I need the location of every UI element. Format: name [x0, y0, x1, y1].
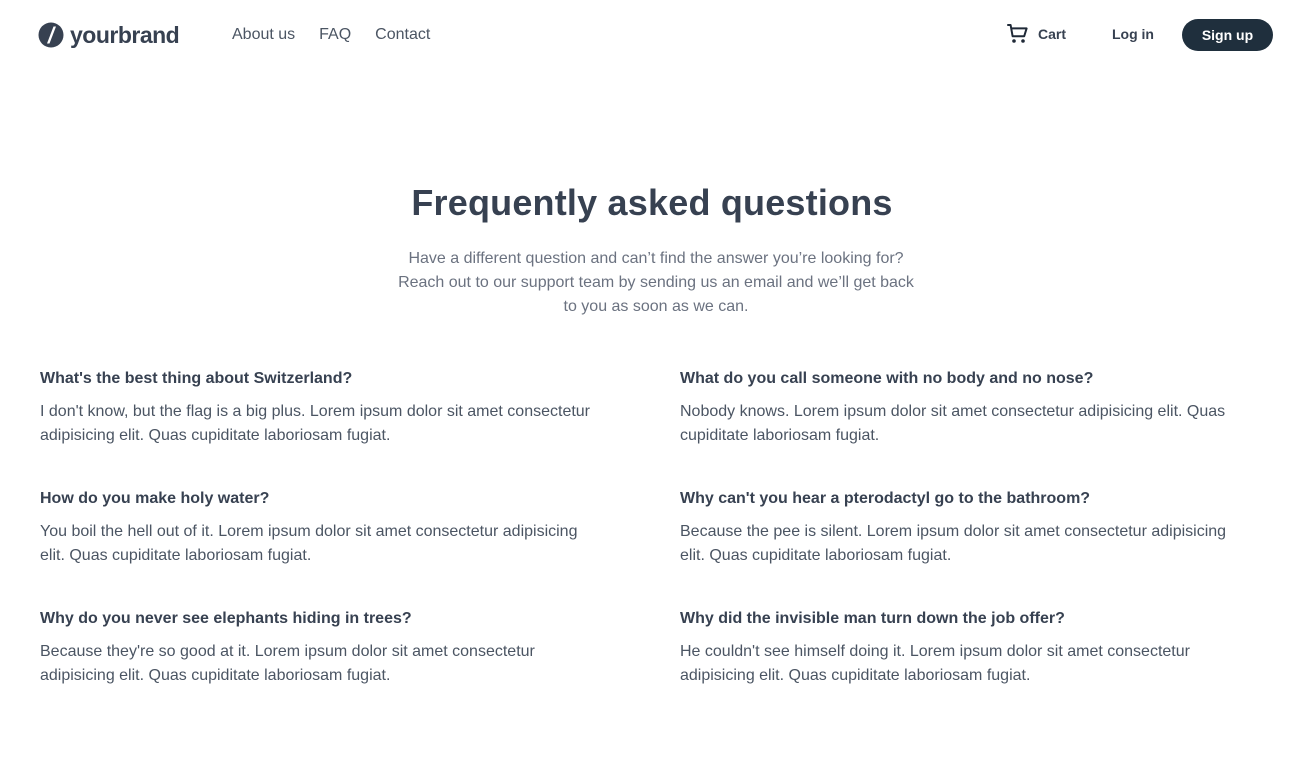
faq-answer: Because they're so good at it. Lorem ipsum dolor sit amet consectetur adipisicing elit. Quas cupiditate laboriosam fugiat. — [40, 643, 535, 684]
faq-question: What do you call someone with no body and no nose? — [680, 370, 1094, 387]
page-subtitle: Have a different question and can’t find the answer you’re looking for? Reach out to our support team by sending us an email and we’ll get back to you as soon as we can. — [398, 250, 914, 315]
page-title: Frequently asked questions — [411, 182, 893, 223]
nav-link-contact[interactable]: Contact — [375, 26, 431, 43]
faq-answer: Nobody knows. Lorem ipsum dolor sit amet consectetur adipisicing elit. Quas cupiditate laboriosam fugiat. — [680, 403, 1226, 444]
nav-link-about[interactable]: About us — [232, 26, 296, 43]
faq-question: Why can't you hear a pterodactyl go to the bathroom? — [680, 490, 1091, 507]
brand-logo-link[interactable] — [38, 21, 179, 49]
top-navbar — [0, 0, 1304, 70]
cart-label: Cart — [1038, 26, 1067, 42]
faq-question: Why did the invisible man turn down the job offer? — [680, 610, 1065, 627]
faq-item — [40, 608, 600, 688]
nav-link-faq[interactable]: FAQ — [319, 26, 352, 43]
faq-question: Why do you never see elephants hiding in trees? — [40, 610, 412, 627]
cart-link[interactable] — [1006, 22, 1066, 46]
faq-item — [680, 368, 1240, 448]
brand-name: yourbrand — [70, 22, 180, 48]
cart-icon — [1006, 22, 1030, 46]
faq-answer: You boil the hell out of it. Lorem ipsum dolor sit amet consectetur adipisicing elit. Quas cupiditate laboriosam fugiat. — [40, 523, 578, 564]
login-button[interactable]: Log in — [1112, 26, 1154, 42]
faq-answer: He couldn't see himself doing it. Lorem ipsum dolor sit amet consectetur adipisicing elit. Quas cupiditate laboriosam fugiat. — [680, 643, 1190, 684]
brand-logo-icon — [38, 22, 64, 48]
faq-item — [680, 608, 1240, 688]
faq-question: What's the best thing about Switzerland? — [40, 370, 353, 387]
faq-item — [40, 488, 600, 568]
faq-question: How do you make holy water? — [40, 490, 270, 507]
faq-answer: Because the pee is silent. Lorem ipsum dolor sit amet consectetur adipisicing elit. Quas cupiditate laboriosam fugiat. — [680, 523, 1227, 564]
primary-nav — [232, 24, 430, 46]
signup-button[interactable]: Sign up — [1182, 19, 1273, 51]
faq-item — [40, 368, 600, 448]
faq-answer: I don't know, but the flag is a big plus. Lorem ipsum dolor sit amet consectetur adipisicing elit. Quas cupiditate laboriosam fugiat. — [40, 403, 591, 444]
faq-item — [680, 488, 1240, 568]
